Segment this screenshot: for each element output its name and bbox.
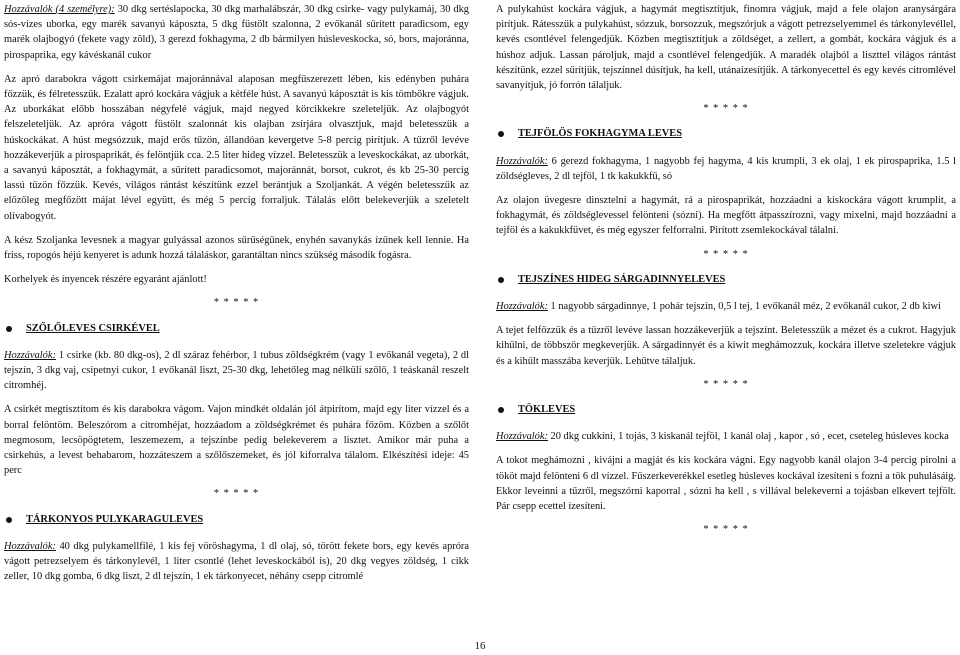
recipe-method: A pulykahúst kockára vágjuk, a hagymát megtisztítjuk, finomra vágjuk, majd a fele olajon aranysárgára pirítjuk. Rátesszük a pulykahúst, sózzuk, borsozzuk, megszórjuk a vágott petrezselyemmel és tárkonylevéllel, kevés csontlével felengedjük. Közben megtisztítjuk a zöldséget, a zellert, a gombát, kockára vágjuk és a húshoz adjuk. Lassan pároljuk, majd a csontlével felengedjük. A maradék olajból a liszttel világos rántást készítünk, ezzel sűrítjük, tejszínnel dúsítjuk, ha kell, utánaízesítjük. A tárkonyecettel és egy kevés citromlével savanyítjuk, jó forrón tálaljuk. <box>496 4 956 92</box>
section-separator: * * * * * <box>703 103 749 115</box>
soljanka-serving-note: A kész Szoljanka levesnek a magyar gulyással azonos sűrűségűnek, enyhén savanykás ízűnek kell lennie. Ha friss, ropogós héjú kenyeret is adunk hozzá tálaláskor, garantáltan nincs szükség második fogásra. <box>4 234 469 262</box>
page-number: 16 <box>474 640 486 652</box>
recipe-ingredients: Hozzávalók: 40 dkg pulykamellfilé, 1 kis fej vöröshagyma, 1 dl olaj, só, törött fekete bors, egy kevés apróra vágott petrezselyem és tárkonylevél, 1 liter csontlé (lehet leveskockából is), 20 dkg vegyes zöldség, 1 cikk zeller, 10 dkg gomba, 6 dkg liszt, 2 dl tejszín, 1 ek tárkonyecet, néhány csepp citromlé <box>4 540 469 583</box>
recipe-title: TÖKLEVES <box>496 402 956 417</box>
recipe-ingredients: Hozzávalók: 1 csirke (kb. 80 dkg-os), 2 dl száraz fehérbor, 1 tubus zöldségkrém (vagy 1 evőkanál vegeta), 2 dl tejszín, 3 dkg vaj, csipetnyi cukor, 1 evőkanál liszt, 25-30 dkg, lehetőleg mag nélküli szőlő, 1 teáskanál reszelt citromhéj. <box>4 349 469 392</box>
section-separator: * * * * * <box>213 488 260 500</box>
section-separator: * * * * * <box>703 248 749 260</box>
bullet-icon <box>6 326 12 332</box>
ingredients-label: Hozzávalók: <box>496 431 548 443</box>
recipe-title: TÁRKONYOS PULYKARAGULEVES <box>4 512 469 527</box>
recipe-ingredients: Hozzávalók: 20 dkg cukkíni, 1 tojás, 3 kiskanál tejföl, 1 kanál olaj , kapor , só , ecet, cseteleg húsleves kocka <box>496 431 949 443</box>
recipe-title: SZŐLŐLEVES CSIRKÉVEL <box>4 321 469 336</box>
bullet-icon <box>498 277 504 283</box>
recipe-method: A tokot meghámozni , kivájni a magját és kis kockára vágni. Egy nagyobb kanál olajon 3-4 percig pirolni a tököt majd felönteni 6 dl vízzel. Fűszerkeverékkel esetleg húsleves kockával ízesíteni s fozni a tök puhulásáig. Ekkor leveinni a tűzről, megszórni kaporral , sózni ha kell , s villával belekeverni a tojásban elkevert tejfölt. Pár csepp ecettel ízesíteni. <box>496 455 956 513</box>
recipe-method: Az olajon üvegesre dinsztelni a hagymát, rá a pirospaprikát, hozzáadni a kiskockára vágott krumplit, a fokhagymát, és zöldséglevessel felönteni (sózni). Ha megfőtt átpasszírozni, vagy mixelni, majd hozzáadni a tejföl és a kakukkfüvet, és még egyszer felforralni. Pirított zsemlekockával tálalni. <box>496 195 956 237</box>
ingredients-label: Hozzávalók: <box>496 155 548 167</box>
recommendation-note: Korhelyek és ínyencek részére egyaránt ajánlott! <box>4 274 207 286</box>
section-separator: * * * * * <box>213 297 260 309</box>
bullet-icon <box>6 517 12 523</box>
recipe-method: A tejet felfőzzük és a tűzről levéve lassan hozzákeverjük a tejszínt. Beletesszük a mézet és a cukrot. Hagyjuk kihűlni, de többször megkeverjük. A sárgadinnyét és a kiwit meghámozzuk, kockára illetve szeletekre vágjuk és a kihűlt masszába keverjük. Lehűtve tálaljuk. <box>496 325 956 367</box>
ingredients-label: Hozzávalók: <box>4 349 56 361</box>
recipe-title: TEJSZÍNES HIDEG SÁRGADINNYELEVES <box>496 272 956 287</box>
ingredients-label: Hozzávalók: <box>4 540 56 552</box>
recipe-ingredients: Hozzávalók: 6 gerezd fokhagyma, 1 nagyobb fej hagyma, 4 kis krumpli, 3 ek olaj, 1 ek pirospaprika, 1.5 l zöldségleves, 2 dl tejföl, 1 tk kakukkfű, só <box>496 155 956 182</box>
recipe-title: TEJFÖLÖS FOKHAGYMA LEVES <box>496 126 956 141</box>
right-column <box>496 2 956 543</box>
recipe-method: A csirkét megtisztítom és kis darabokra vágom. Vajon mindkét oldalán jól átpirítom, majd egy liter vízzel és a borral felöntöm. Beleszórom a citromhéjat, hozzáadom a zöldségkrémet és puhára főzöm. Közben a szőlőt megmosom, lecsöpögtetem, leszemezem, a tejszínbe pedig belekeverem a lisztet. Amikor már puha a csirkehús, a levest behabarom, hozzáteszem a szőlőszemeket, és jól kiforralva tálalom. Elkészítési ideje: 45 perc <box>4 404 469 477</box>
section-separator: * * * * * <box>703 378 749 390</box>
left-column <box>4 2 469 585</box>
ingredients-label: Hozzávalók: <box>496 301 548 313</box>
ingredients-label: Hozzávalók (4 személyre): <box>4 4 115 15</box>
section-separator: * * * * * <box>703 524 749 536</box>
bullet-icon <box>498 131 504 137</box>
soljanka-method: Az apró darabokra vágott csirkemájat majoránnával alaposan megfűszerezett lében, kis edényben puhára főzzük, és félretesszük. Ezalatt apró kockára vágjuk a kétféle húst. A savanyú káposztát is kis tömbökre vágjuk. Az uborkákat előbb hosszában négyfelé vágjuk, majd negyed körcikkekre szeleteljük. Az olajbogyót felszeleteljük. Az apróra vágott füstölt szalonnát kis olajban zsírjára olvasztjuk, majd beletesszük a húskockákat. A húst megsózzuk, majd erős tűzön, állandóan kevergetve 5-8 percig pirítjuk. A tűzről levéve hozzákeverjük a pirospaprikát, és felöntjük cca. 2.5 liter hideg vízzel. Beletesszük a leveskockákat, az uborkát, a savanyú káposztát, a fokhagymát, a sűrített paradicsomot, majoránnát, borsot, cukrot, és kb 25-30 percig lassú tűzön főzzük. Kevés, világos rántást készítünk ezzel berántjuk a Szoljankát. A végén beletesszük az előzőleg megfőzött májat lével együtt, és még 5 percig forraljuk. Tálalás előtt belekeverjük a szeletelt olívabogyót. <box>4 73 469 222</box>
soljanka-ingredients: Hozzávalók (4 személyre): 30 dkg sertéslapocka, 30 dkg marhalábszár, 30 dkg csirke- vagy pulykamáj, 30 dkg sós-vizes uborka, egy marék savanyú káposzta, 5 dkg füstölt szalonna, 2 evőkanál sűrített paradicsom, egy marék olajbogyó (fekete vagy zöld), 3 gerezd fokhagyma, 2 db bármilyen húsleveskocka, só, bors, majoránna, pirospaprika, egy kávéskanál cukor <box>4 4 469 61</box>
bullet-icon <box>498 407 504 413</box>
recipe-ingredients: Hozzávalók: 1 nagyobb sárgadinnye, 1 pohár tejszín, 0,5 l tej, 1 evőkanál méz, 2 evőkanál cukor, 2 db kiwi <box>496 301 941 313</box>
